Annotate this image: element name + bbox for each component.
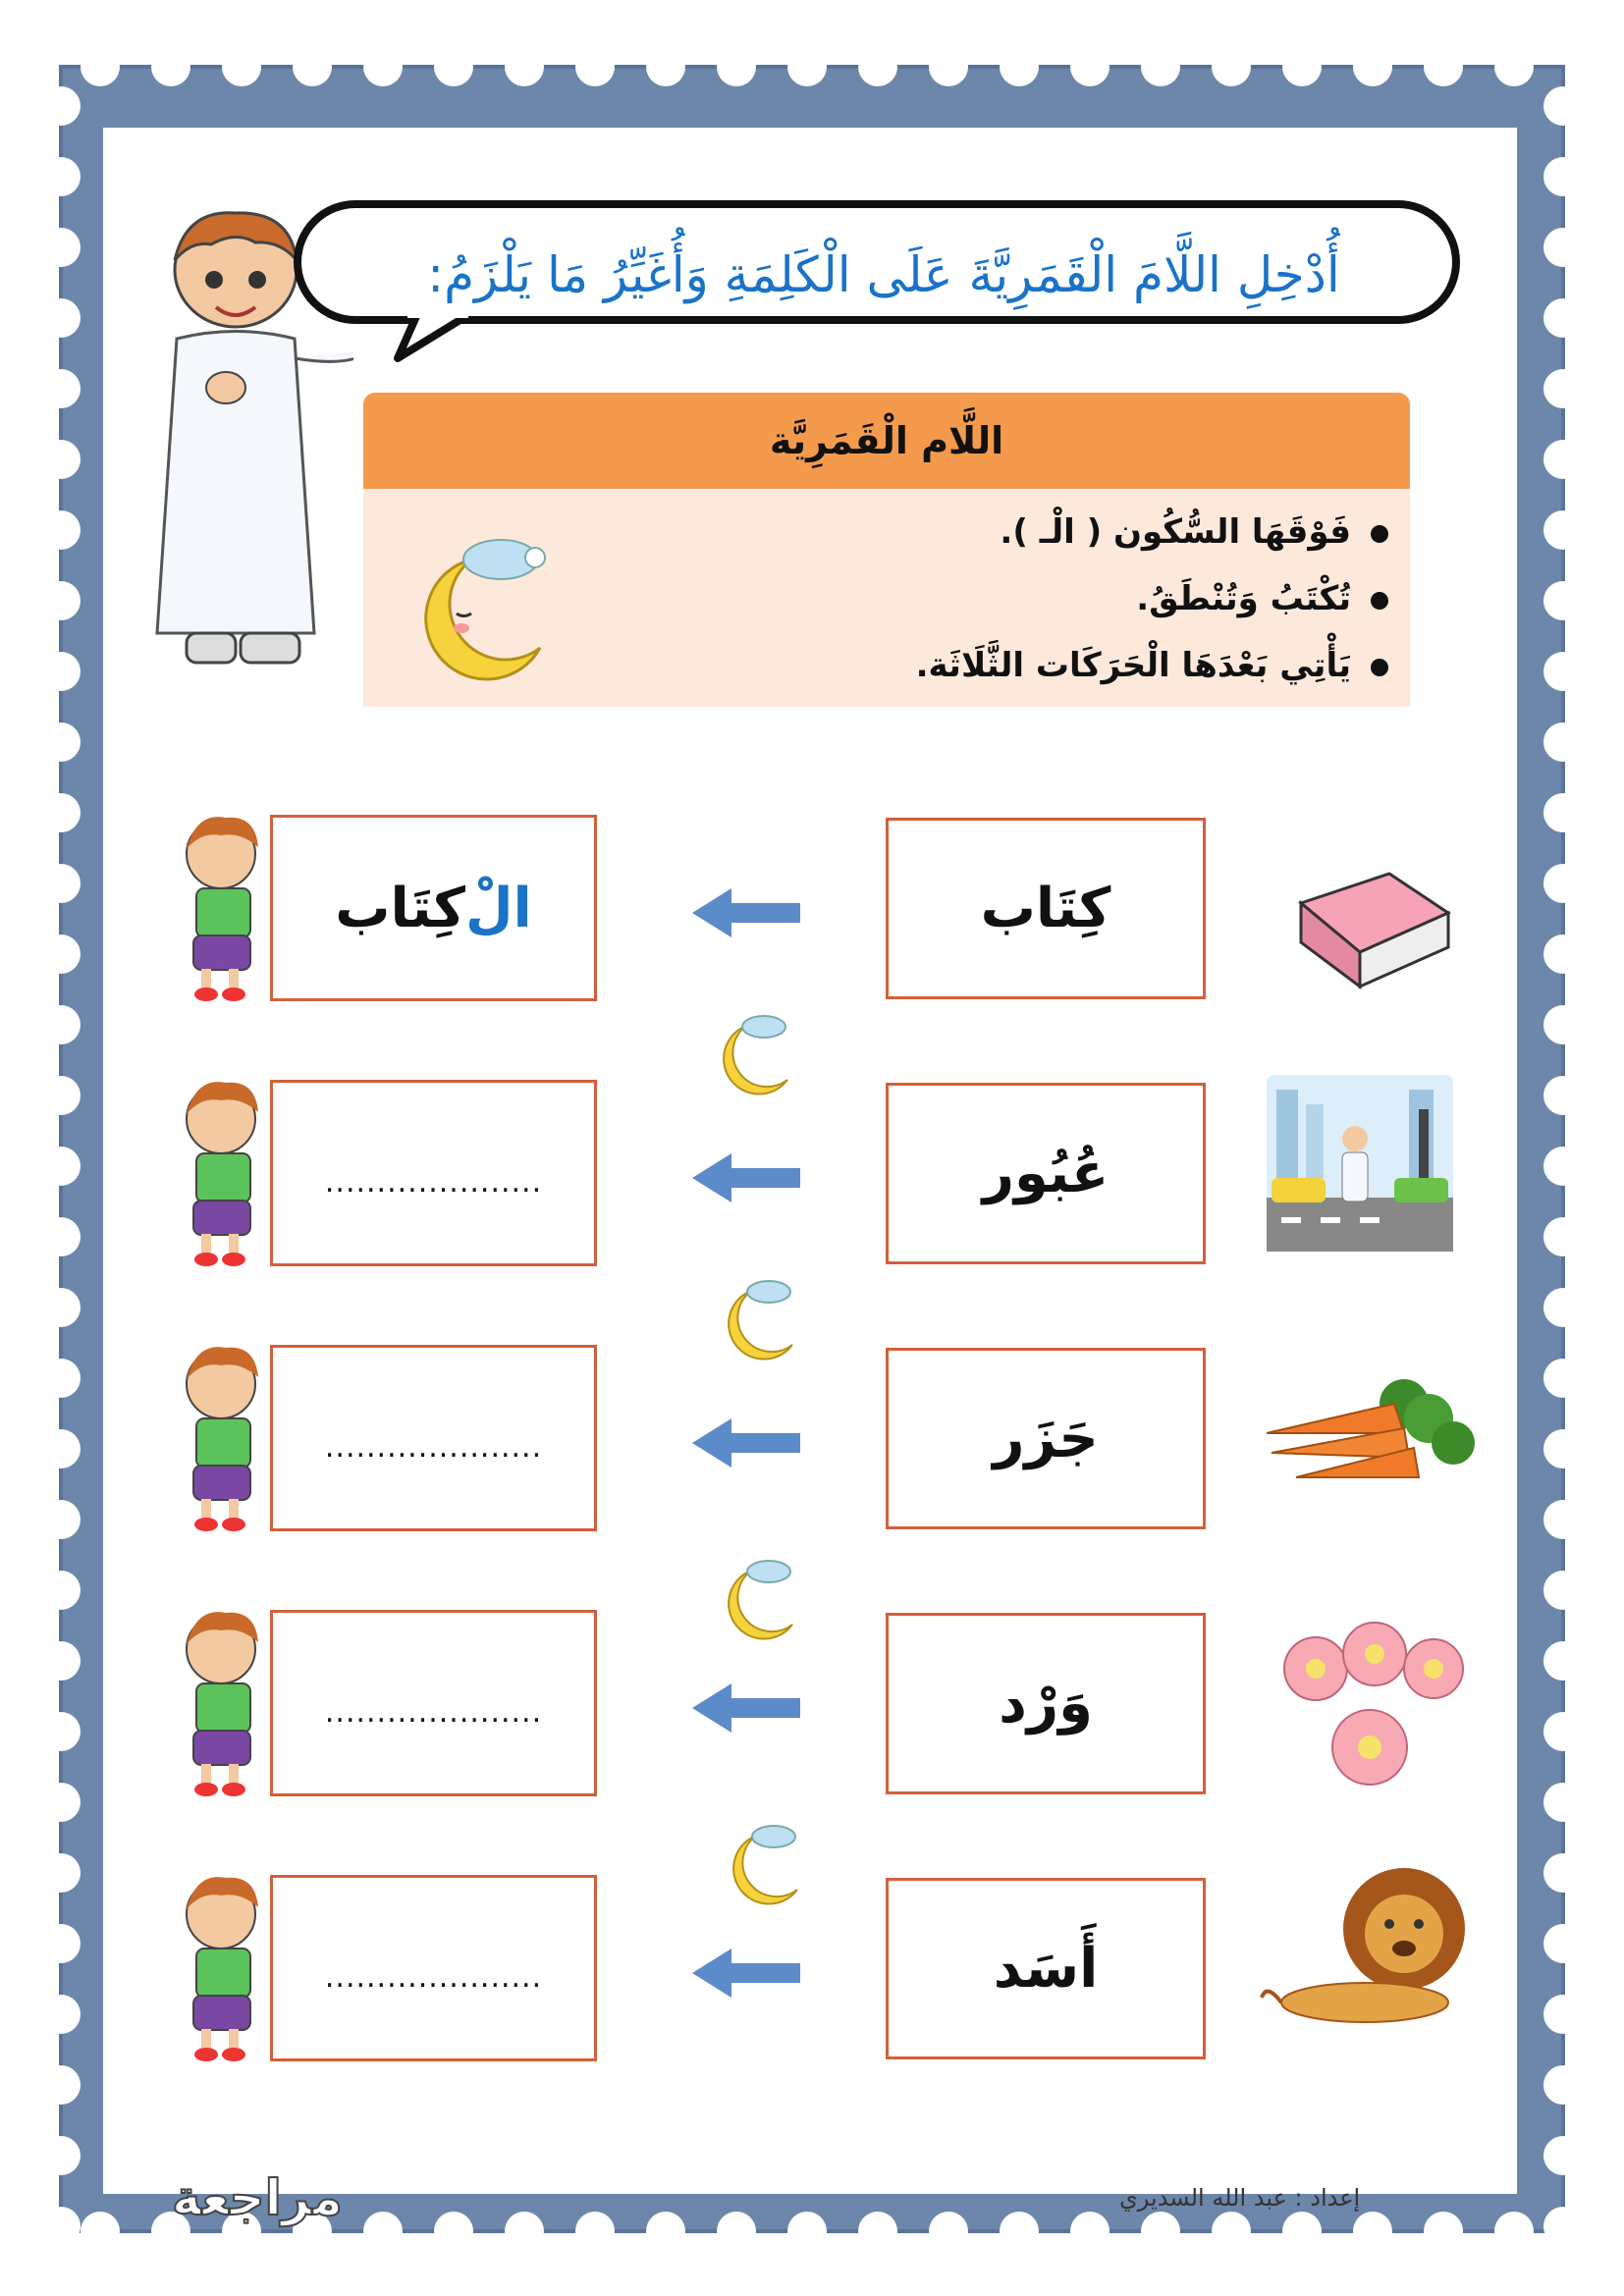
stamp-scallop	[41, 1641, 81, 1681]
stamp-scallop	[41, 1429, 81, 1468]
stamp-scallop	[1000, 2212, 1039, 2251]
stamp-scallop	[1141, 2212, 1180, 2251]
stamp-scallop	[858, 47, 897, 86]
stamp-scallop	[575, 2212, 615, 2251]
stamp-scallop	[787, 47, 827, 86]
answer-box-3[interactable]: .....................	[270, 1345, 597, 1531]
moon-icon	[717, 1821, 805, 1909]
stamp-scallop	[41, 2065, 81, 2105]
stamp-scallop	[41, 1147, 81, 1186]
stamp-scallop	[1543, 1076, 1583, 1115]
stamp-scallop	[41, 1217, 81, 1256]
stamp-scallop	[1543, 2136, 1583, 2175]
stamp-scallop	[41, 86, 81, 126]
stamp-scallop	[1543, 864, 1583, 903]
stamp-scallop	[41, 1288, 81, 1327]
stamp-scallop	[1543, 1147, 1583, 1186]
stamp-scallop	[81, 2212, 120, 2251]
stamp-scallop	[575, 47, 615, 86]
stamp-scallop	[1543, 157, 1583, 196]
stamp-scallop	[151, 47, 190, 86]
stamp-scallop	[41, 440, 81, 479]
kid-character-icon	[172, 1075, 290, 1271]
stamp-scallop	[1543, 1924, 1583, 1963]
stamp-scallop	[646, 47, 685, 86]
bullet-icon	[1371, 659, 1388, 676]
arrow-left-icon	[687, 1414, 805, 1472]
stamp-scallop	[1543, 2207, 1583, 2246]
moon-icon	[403, 530, 550, 687]
answer-al-prefix: الْ	[464, 876, 532, 940]
stamp-scallop	[1543, 1359, 1583, 1398]
stamp-scallop	[1543, 86, 1583, 126]
word-box-4: وَرْد	[886, 1613, 1206, 1794]
stamp-scallop	[1543, 228, 1583, 267]
stamp-scallop	[1543, 510, 1583, 550]
stamp-scallop	[717, 47, 756, 86]
instruction-text: أُدْخِلِ اللَّامَ الْقَمَرِيَّةَ عَلَى الْكَلِمَةِ وَأُغَيِّرُ مَا يَلْزَمُ:	[427, 246, 1340, 303]
kid-character-icon	[172, 810, 290, 1006]
stamp-scallop	[1543, 1783, 1583, 1822]
bullet-icon	[1371, 525, 1388, 543]
kid-character-icon	[172, 1605, 290, 1801]
rule-box-title: اللَّام الْقَمَرِيَّة	[769, 419, 1004, 462]
street-crossing-icon	[1262, 1070, 1458, 1256]
answer-box-1[interactable]	[270, 815, 597, 1001]
lion-icon	[1257, 1855, 1483, 2032]
stamp-scallop	[717, 2212, 756, 2251]
stamp-scallop	[505, 47, 544, 86]
stamp-scallop	[1424, 2212, 1463, 2251]
stamp-scallop	[41, 1500, 81, 1539]
stamp-scallop	[41, 369, 81, 408]
answer-box-4[interactable]: .....................	[270, 1610, 597, 1796]
answer-box-5[interactable]: .....................	[270, 1875, 597, 2061]
stamp-scallop	[41, 1571, 81, 1610]
stamp-scallop	[929, 2212, 968, 2251]
stamp-scallop	[1543, 934, 1583, 974]
carrots-icon	[1257, 1364, 1483, 1502]
stamp-scallop	[363, 47, 403, 86]
arrow-left-icon	[687, 1679, 805, 1737]
kid-character-icon	[172, 1870, 290, 2066]
arrow-left-icon	[687, 883, 805, 942]
stamp-scallop	[81, 47, 120, 86]
stamp-scallop	[1353, 47, 1392, 86]
moon-icon	[712, 1276, 800, 1364]
stamp-scallop	[1543, 1853, 1583, 1893]
moon-icon	[712, 1556, 800, 1644]
stamp-scallop	[41, 2207, 81, 2246]
stamp-scallop	[41, 652, 81, 691]
stamp-scallop	[41, 1005, 81, 1044]
stamp-scallop	[1070, 2212, 1110, 2251]
stamp-scallop	[1543, 298, 1583, 338]
stamp-scallop	[1543, 1995, 1583, 2034]
stamp-scallop	[1543, 1500, 1583, 1539]
bullet-icon	[1371, 592, 1388, 610]
stamp-scallop	[41, 1995, 81, 2034]
answer-box-2[interactable]: .....................	[270, 1080, 597, 1266]
stamp-scallop	[1543, 369, 1583, 408]
stamp-scallop	[41, 1076, 81, 1115]
stamp-scallop	[1543, 652, 1583, 691]
review-label: مراجعة	[172, 2169, 343, 2226]
word-box-2: عُبُور	[886, 1083, 1206, 1264]
answer-word: كِتَاب	[335, 876, 465, 940]
stamp-scallop	[1543, 1429, 1583, 1468]
stamp-scallop	[1543, 440, 1583, 479]
stamp-scallop	[1543, 2065, 1583, 2105]
stamp-scallop	[41, 1924, 81, 1963]
stamp-scallop	[1424, 47, 1463, 86]
stamp-scallop	[41, 2136, 81, 2175]
stamp-scallop	[363, 2212, 403, 2251]
stamp-scallop	[41, 1712, 81, 1751]
stamp-scallop	[646, 2212, 685, 2251]
stamp-scallop	[929, 47, 968, 86]
stamp-scallop	[41, 1853, 81, 1893]
arrow-left-icon	[687, 1944, 805, 2002]
stamp-scallop	[1543, 1217, 1583, 1256]
stamp-scallop	[1543, 1641, 1583, 1681]
stamp-scallop	[1070, 47, 1110, 86]
stamp-scallop	[222, 47, 261, 86]
stamp-scallop	[1543, 722, 1583, 762]
stamp-scallop	[41, 793, 81, 832]
stamp-scallop	[1141, 47, 1180, 86]
stamp-scallop	[41, 934, 81, 974]
stamp-scallop	[1543, 581, 1583, 620]
stamp-scallop	[41, 1359, 81, 1398]
word-box-1: كِتَاب	[886, 818, 1206, 999]
stamp-scallop	[41, 581, 81, 620]
stamp-scallop	[1282, 2212, 1322, 2251]
stamp-scallop	[858, 2212, 897, 2251]
stamp-scallop	[1543, 1712, 1583, 1751]
stamp-scallop	[434, 2212, 473, 2251]
stamp-scallop	[1494, 47, 1534, 86]
stamp-scallop	[41, 864, 81, 903]
author-credit: إعداد : عبد الله السديري	[1119, 2184, 1361, 2212]
stamp-scallop	[1000, 47, 1039, 86]
stamp-scallop	[1543, 1288, 1583, 1327]
word-box-3: جَزَر	[886, 1348, 1206, 1529]
stamp-scallop	[1543, 1571, 1583, 1610]
stamp-scallop	[41, 510, 81, 550]
rule-point-2: تُكْتَبُ وَتُنْطَقُ.	[701, 579, 1388, 618]
stamp-scallop	[1353, 2212, 1392, 2251]
rule-point-1: فَوْقَهَا السُّكُون ( الْـ ).	[701, 512, 1388, 552]
stamp-scallop	[41, 298, 81, 338]
arrow-left-icon	[687, 1148, 805, 1207]
moon-icon	[707, 1011, 795, 1099]
stamp-scallop	[1212, 47, 1251, 86]
stamp-scallop	[1212, 2212, 1251, 2251]
stamp-scallop	[1543, 1005, 1583, 1044]
stamp-scallop	[787, 2212, 827, 2251]
book-icon	[1281, 864, 1458, 991]
stamp-scallop	[434, 47, 473, 86]
stamp-scallop	[293, 47, 332, 86]
stamp-scallop	[1543, 793, 1583, 832]
stamp-scallop	[1282, 47, 1322, 86]
stamp-scallop	[41, 228, 81, 267]
stamp-scallop	[505, 2212, 544, 2251]
rule-point-3: يَأْتِي بَعْدَهَا الْحَرَكَات الثَّلَاثَة.	[701, 646, 1388, 685]
flowers-icon	[1262, 1610, 1478, 1806]
stamp-scallop	[41, 1783, 81, 1822]
word-box-5: أَسَد	[886, 1878, 1206, 2059]
kid-character-icon	[172, 1340, 290, 1536]
stamp-scallop	[1494, 2212, 1534, 2251]
stamp-scallop	[41, 722, 81, 762]
stamp-scallop	[41, 157, 81, 196]
